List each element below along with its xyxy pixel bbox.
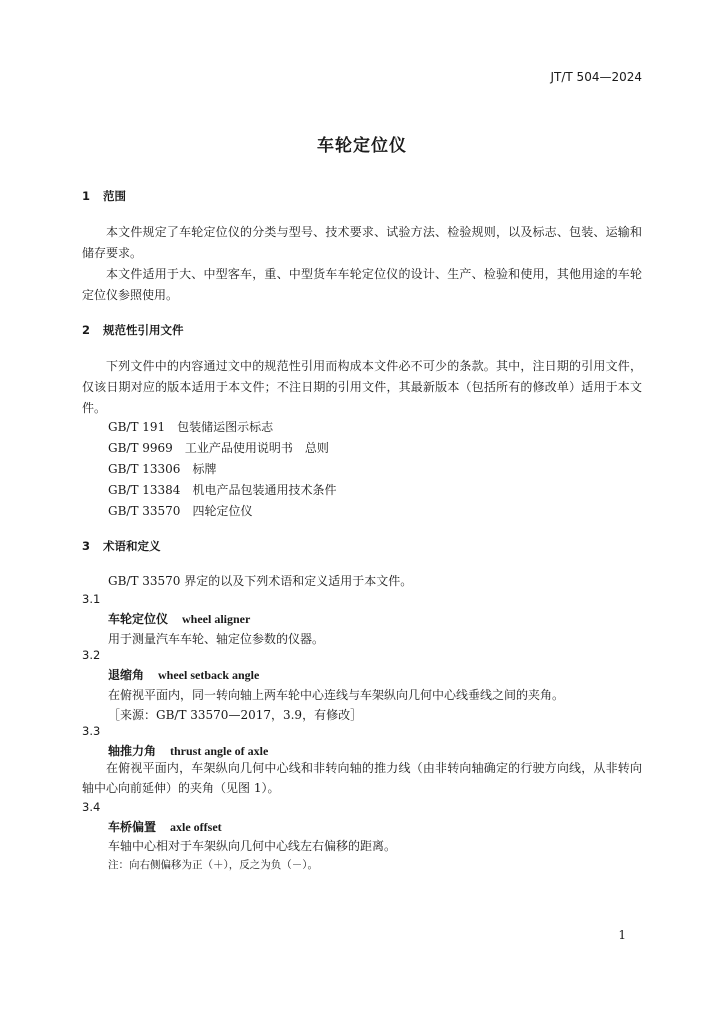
term-zh: 轴推力角	[108, 744, 157, 758]
page-number: 1	[618, 928, 626, 942]
term-source: ［来源：GB/T 33570—2017，3.9，有修改］	[108, 708, 363, 722]
term-zh: 车桥偏置	[108, 820, 157, 834]
term-number: 3.2	[82, 648, 101, 662]
reference-item	[108, 418, 273, 435]
reference-code: GB/T 191	[108, 420, 166, 434]
term-zh: 退缩角	[108, 668, 145, 682]
term-definition: 在俯视平面内，同一转向轴上两车轮中心连线与车架纵向几何中心线垂线之间的夹角。	[108, 688, 565, 702]
section-number: 1	[82, 189, 91, 203]
term-en: wheel setback angle	[158, 668, 260, 682]
term-heading	[108, 742, 268, 759]
term-definition: 在俯视平面内，车架纵向几何中心线和非转向轴的推力线（由非转向轴确定的行驶方向线，从非转向轴中心向前延伸）的夹角（见图 1）。	[82, 761, 642, 795]
reference-title: 四轮定位仪	[192, 504, 253, 518]
term-definition: 车轴中心相对于车架纵向几何中心线左右偏移的距离。	[108, 839, 397, 853]
section-title: 范围	[103, 189, 126, 203]
term-number: 3.4	[82, 800, 101, 814]
reference-code: GB/T 33570	[108, 504, 181, 518]
section-title: 规范性引用文件	[103, 323, 184, 337]
section-2-heading	[82, 322, 184, 338]
term-heading	[108, 610, 250, 627]
reference-code: GB/T 9969	[108, 441, 173, 455]
reference-title: 标牌	[192, 462, 217, 476]
reference-item	[108, 439, 329, 456]
term-definition: 用于测量汽车车轮、轴定位参数的仪器。	[108, 632, 325, 646]
reference-title: 机电产品包装通用技术条件	[192, 483, 337, 497]
standard-code: JT/T 504—2024	[550, 70, 642, 84]
scope-paragraph-2: 本文件适用于大、中型客车，重、中型货车车轮定位仪的设计、生产、检验和使用，其他用途的车轮定位仪参照使用。	[82, 267, 642, 302]
term-en: axle offset	[170, 820, 222, 834]
scope-paragraph-1: 本文件规定了车轮定位仪的分类与型号、技术要求、试验方法、检验规则，以及标志、包装、运输和储存要求。	[82, 225, 642, 260]
reference-title: 包装储运图示标志	[177, 420, 274, 434]
term-en: wheel aligner	[182, 612, 251, 626]
section-number: 2	[82, 323, 91, 337]
term-note: 注：向右侧偏移为正（＋），反之为负（－）。	[108, 859, 318, 871]
section-1-heading	[82, 188, 126, 204]
reference-item	[108, 460, 216, 477]
term-heading	[108, 666, 259, 683]
term-number: 3.3	[82, 724, 101, 738]
reference-code: GB/T 13384	[108, 483, 181, 497]
term-en: thrust angle of axle	[170, 744, 269, 758]
reference-item	[108, 481, 336, 498]
term-heading	[108, 818, 222, 835]
reference-item	[108, 502, 252, 519]
reference-code: GB/T 13306	[108, 462, 181, 476]
terms-intro: GB/T 33570 界定的以及下列术语和定义适用于本文件。	[108, 574, 413, 588]
section-number: 3	[82, 539, 91, 553]
term-number: 3.1	[82, 592, 101, 606]
section-title: 术语和定义	[103, 539, 161, 553]
section-3-heading	[82, 538, 161, 554]
document-title: 车轮定位仪	[317, 136, 407, 156]
reference-title: 工业产品使用说明书 总则	[184, 441, 329, 455]
term-zh: 车轮定位仪	[108, 612, 169, 626]
references-intro-paragraph: 下列文件中的内容通过文中的规范性引用而构成本文件必不可少的条款。其中，注日期的引用文件，仅该日期对应的版本适用于本文件；不注日期的引用文件，其最新版本（包括所有的修改单）适用于本文件。	[82, 359, 642, 415]
